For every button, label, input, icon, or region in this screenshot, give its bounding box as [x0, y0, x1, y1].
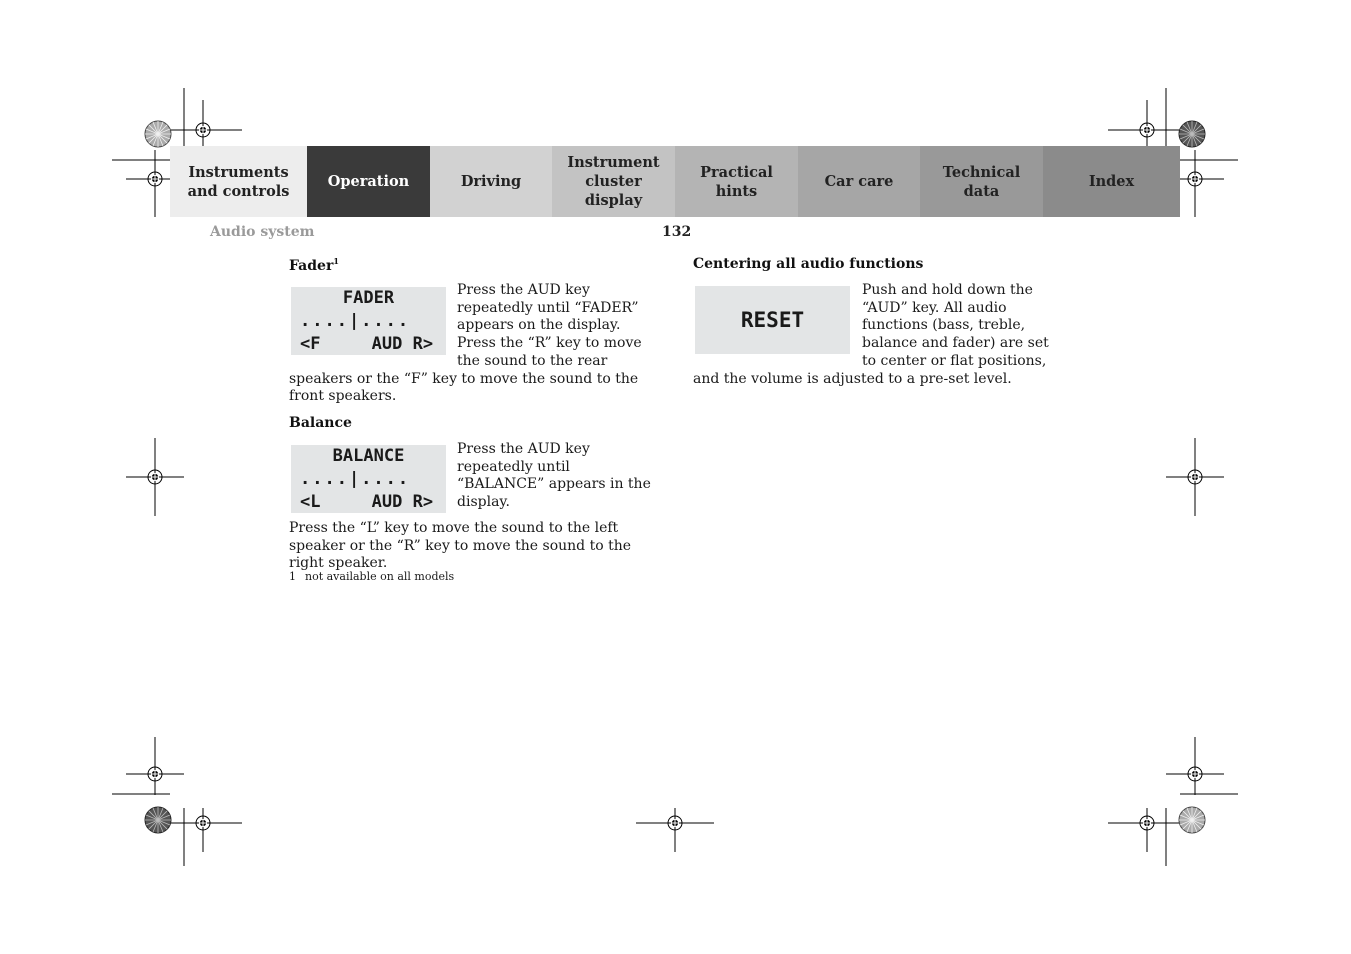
- display-line-2: ....|....: [300, 469, 411, 489]
- tab-label: Operation: [327, 173, 410, 190]
- display-line-2: ....|....: [300, 311, 411, 331]
- fader-paragraph: Press the AUD key repeatedly until “FADER” appears on the display. Press the “R” key to move the sound to the rear speakers or the “F” key to move the sound to the front speakers.: [289, 282, 642, 405]
- tab-label: Technical data: [942, 163, 1021, 200]
- footnote-text: not available on all models: [305, 570, 455, 583]
- tab-label: Instrument cluster display: [567, 154, 660, 209]
- tab-label: Index: [1088, 173, 1135, 190]
- page-number: 132: [662, 224, 692, 240]
- balance-paragraph-2: Press the “L” key to move the sound to the left speaker or the “R” key to move the sound to the right speaker.: [289, 519, 632, 572]
- fader-heading-text: Fader: [289, 258, 334, 274]
- footnote-number: 1: [289, 570, 296, 583]
- display-line-3: <L AUD R>: [300, 492, 434, 512]
- centering-paragraph: Push and hold down the “AUD” key. All audio functions (bass, treble, balance and fader) are set to center or flat positions, and the volume is adjusted to a pre-set level.: [693, 282, 1049, 387]
- footnote-ref: 1: [333, 256, 339, 266]
- balance-paragraph-1: Press the AUD key repeatedly until “BALANCE” appears in the display.: [457, 441, 651, 511]
- display-line-3: <F AUD R>: [300, 334, 434, 354]
- display-line-1: BALANCE: [332, 446, 405, 466]
- tab-label: Instruments and controls: [187, 163, 290, 200]
- display-line-1: RESET: [740, 308, 805, 332]
- balance-heading: Balance: [289, 415, 352, 431]
- tab-label: Driving: [460, 173, 522, 190]
- tab-label: Car care: [824, 173, 894, 190]
- tab-label: Practical hints: [700, 163, 773, 200]
- centering-heading: Centering all audio functions: [693, 256, 924, 272]
- section-title: Audio system: [210, 224, 315, 240]
- display-line-1: FADER: [342, 288, 395, 308]
